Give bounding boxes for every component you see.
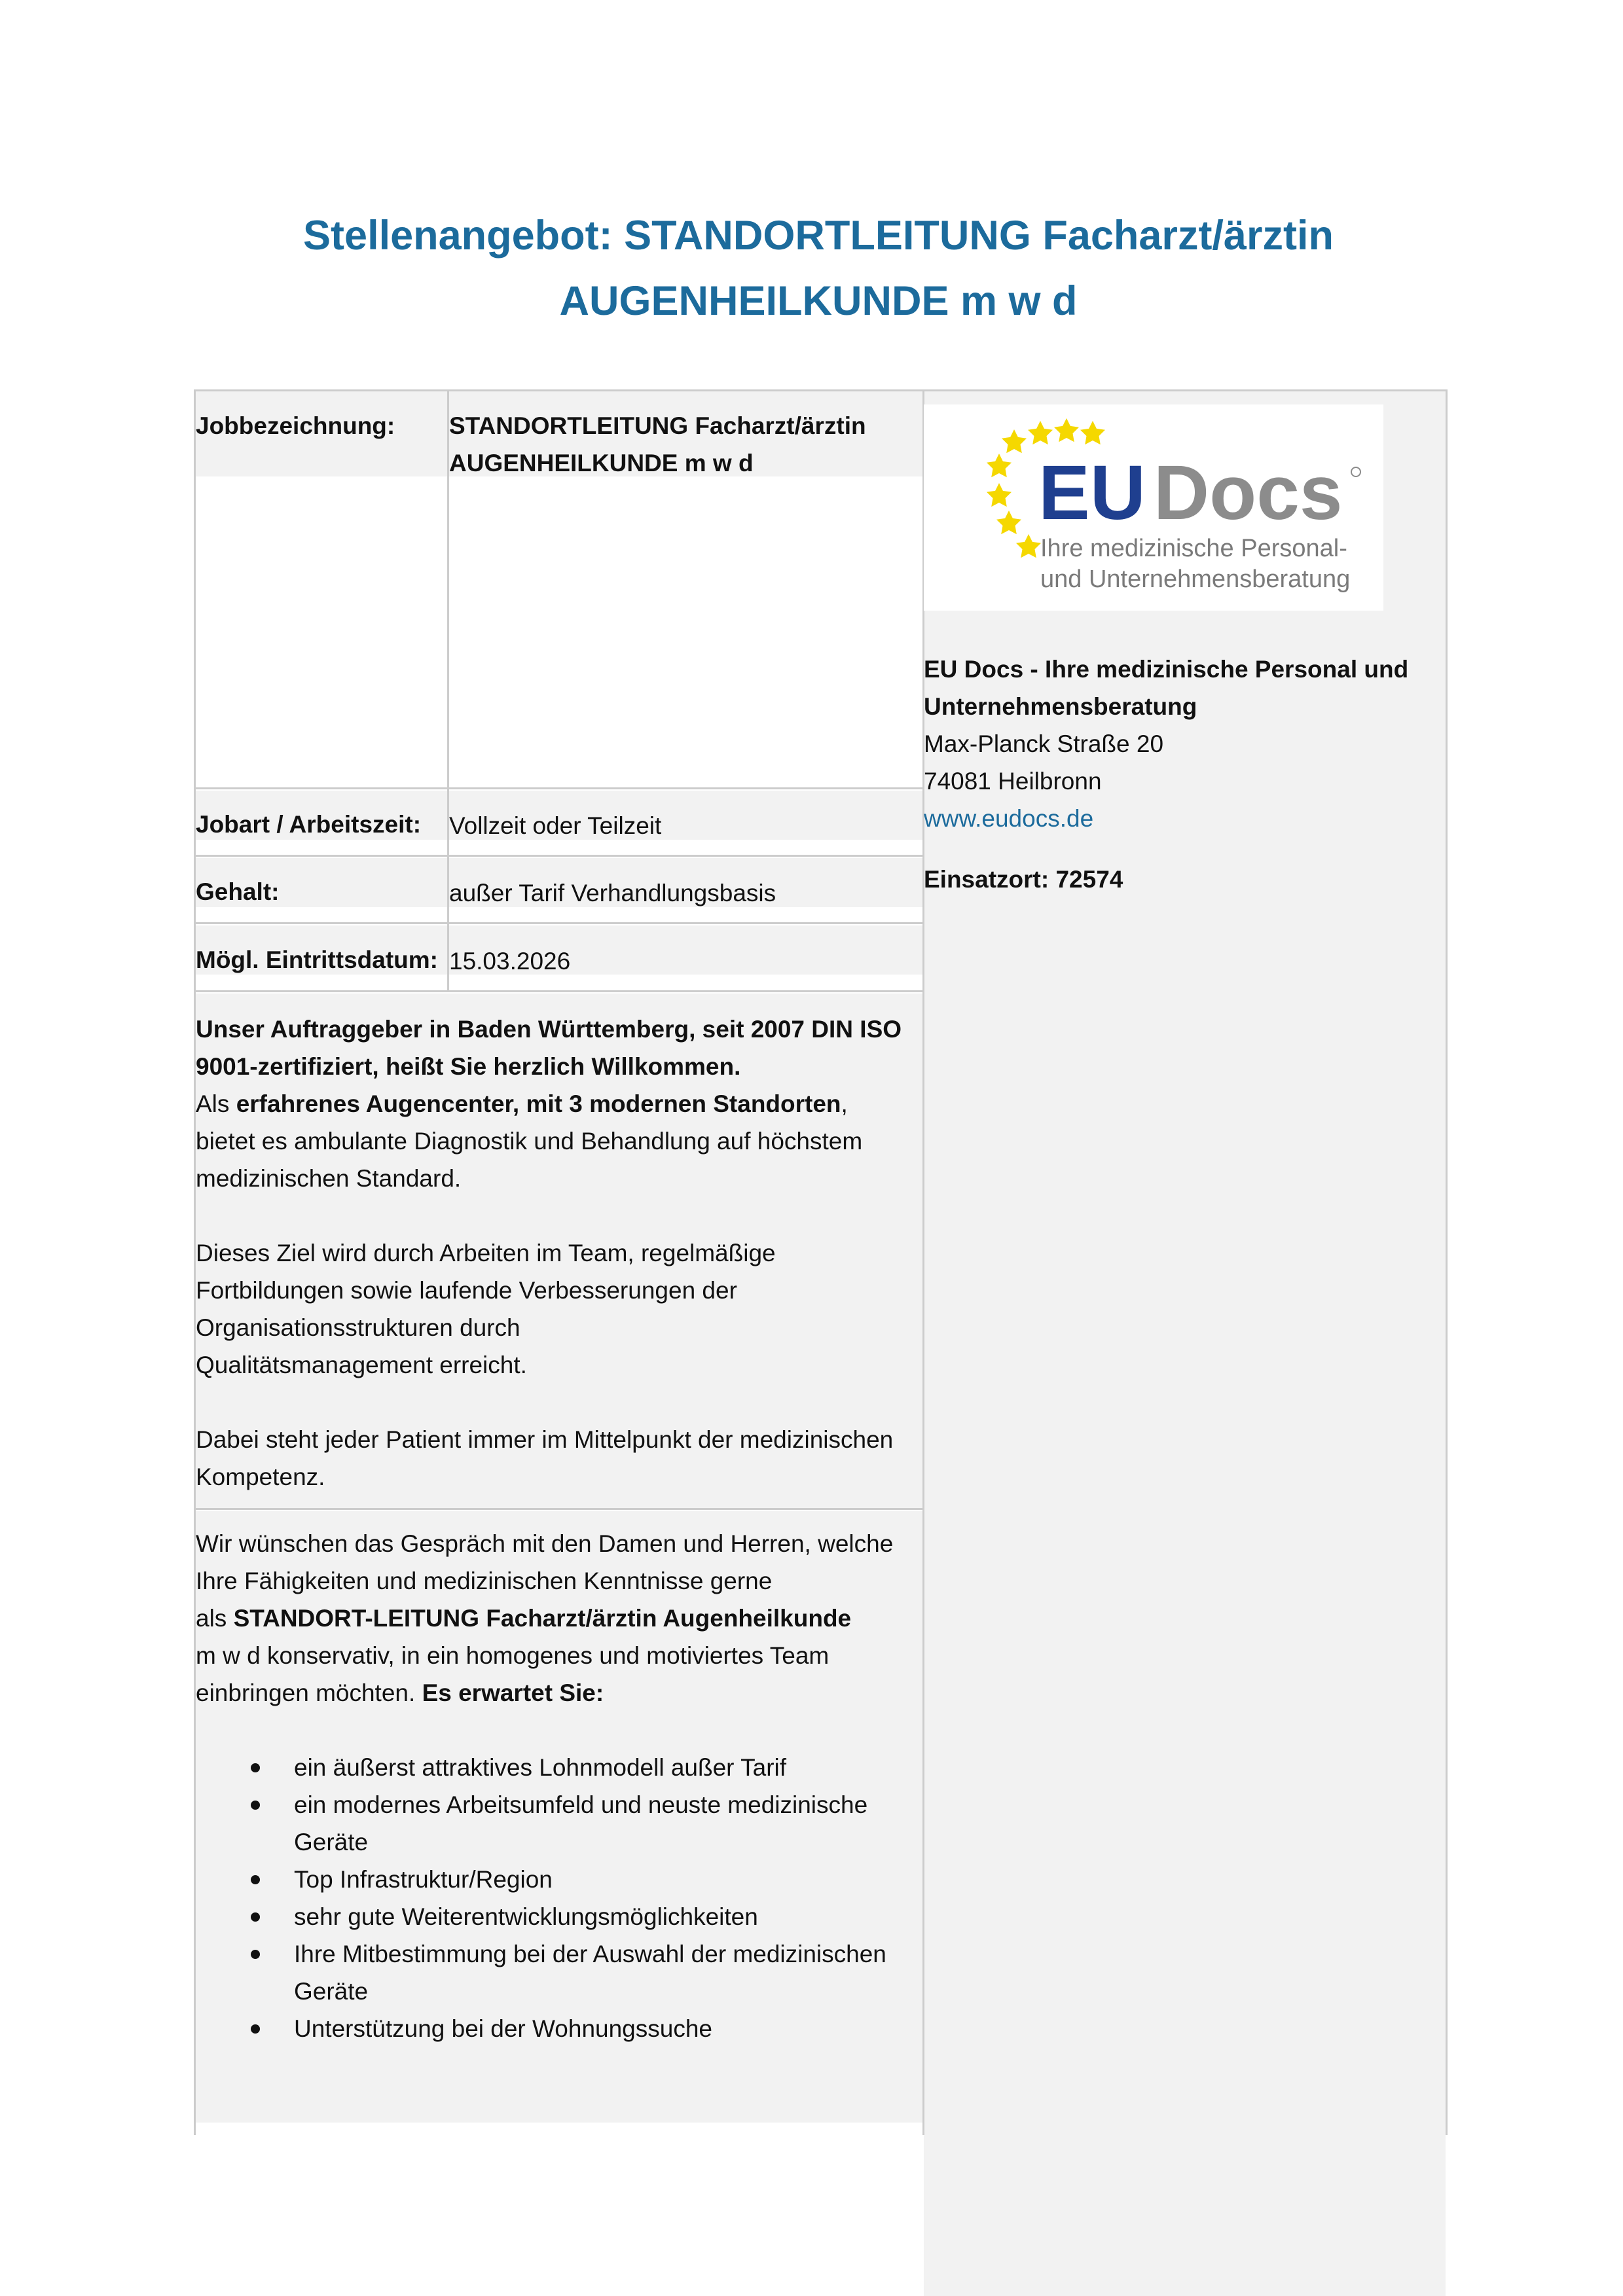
row-divider-3 xyxy=(194,922,923,924)
job-type-value: Vollzeit oder Teilzeit xyxy=(449,812,662,839)
benefits-list xyxy=(196,1749,919,2047)
offer-text xyxy=(196,1525,919,2047)
bullet-icon xyxy=(251,1875,260,1884)
bullet-icon xyxy=(251,1763,260,1772)
benefit-text-continued: Geräte xyxy=(294,1978,369,2005)
star-icon xyxy=(1016,534,1041,558)
logo-tagline-line-2: und Unternehmensberatung xyxy=(1040,565,1351,593)
offer-line-2: Ihre Fähigkeiten und medizinischen Kenntnisse gerne xyxy=(196,1568,773,1594)
star-icon xyxy=(1054,418,1079,442)
paragraph-spacer xyxy=(196,1197,919,1234)
intro-p1-line-2: bietet es ambulante Diagnostik und Behandlung auf höchstem xyxy=(196,1128,863,1155)
intro-text xyxy=(196,1011,919,1496)
intro-paragraph-3 xyxy=(196,1421,919,1496)
offer-expect-heading: Es erwartet Sie: xyxy=(422,1679,604,1706)
table-border-top xyxy=(194,389,1448,391)
star-icon xyxy=(987,483,1012,507)
offer-line-1: Wir wünschen das Gespräch mit den Damen und Herren, welche xyxy=(196,1530,894,1557)
star-icon xyxy=(1002,429,1027,453)
intro-p2-line-1: Dieses Ziel wird durch Arbeiten im Team, regelmäßige xyxy=(196,1240,776,1266)
list-item xyxy=(196,2010,919,2047)
row-divider-2 xyxy=(194,855,923,857)
job-title-value-line-1: STANDORTLEITUNG Facharzt/ärztin xyxy=(449,412,866,439)
star-icon xyxy=(987,454,1012,477)
benefit-text: ein modernes Arbeitsumfeld und neuste medizinische xyxy=(294,1791,868,1818)
intro-p2-line-4: Qualitätsmanagement erreicht. xyxy=(196,1352,527,1378)
paragraph-spacer xyxy=(924,837,1441,861)
company-website-link[interactable]: www.eudocs.de xyxy=(924,805,1094,832)
start-date-value: 15.03.2026 xyxy=(449,948,571,975)
intro-heading-line-2: 9001-zertifiziert, heißt Sie herzlich Willkommen. xyxy=(196,1053,741,1080)
bullet-icon xyxy=(251,2024,260,2034)
intro-p1-line-3: medizinischen Standard. xyxy=(196,1165,462,1192)
intro-p1-suffix: , xyxy=(841,1090,848,1117)
job-title-value-line-2: AUGENHEILKUNDE m w d xyxy=(449,450,754,476)
bullet-icon xyxy=(251,1950,260,1959)
benefit-text: sehr gute Weiterentwicklungsmöglichkeiten xyxy=(294,1903,758,1930)
paragraph-spacer xyxy=(196,1384,919,1421)
row-divider-5 xyxy=(194,1508,923,1510)
table-border-right xyxy=(1446,389,1448,2135)
star-icon xyxy=(996,511,1021,534)
star-icon xyxy=(1028,421,1053,444)
company-logo xyxy=(924,404,1383,611)
logo-graphic xyxy=(924,404,1383,611)
offer-line-4: m w d konservativ, in ein homogenes und motiviertes Team xyxy=(196,1642,830,1669)
offer-line-3-prefix: als xyxy=(196,1605,234,1632)
list-item xyxy=(196,1935,919,2010)
registered-mark xyxy=(1351,467,1360,476)
job-title-value xyxy=(449,407,866,482)
row-divider-1 xyxy=(194,787,923,789)
work-location: Einsatzort: 72574 xyxy=(924,866,1123,893)
title-line-1: Stellenangebot: STANDORTLEITUNG Facharzt/ärztin xyxy=(303,213,1334,259)
benefit-text: Unterstützung bei der Wohnungssuche xyxy=(294,2015,712,2042)
company-city: 74081 Heilbronn xyxy=(924,768,1102,795)
company-name-line-1: EU Docs - Ihre medizinische Personal und xyxy=(924,656,1409,683)
start-date-label: Mögl. Eintrittsdatum: xyxy=(196,946,438,973)
intro-paragraph-1 xyxy=(196,1085,919,1197)
offer-line-5-prefix: einbringen möchten. xyxy=(196,1679,422,1706)
bullet-icon xyxy=(251,1801,260,1810)
list-item xyxy=(196,1786,919,1861)
intro-p3-line-2: Kompetenz. xyxy=(196,1463,325,1490)
benefit-text: ein äußerst attraktives Lohnmodell außer Tarif xyxy=(294,1754,787,1781)
intro-paragraph-2 xyxy=(196,1234,919,1384)
page-title xyxy=(196,203,1440,334)
offer-paragraph xyxy=(196,1525,919,1712)
list-item xyxy=(196,1898,919,1935)
logo-brand-docs: Docs xyxy=(1153,450,1343,536)
company-info xyxy=(924,651,1441,898)
intro-heading xyxy=(196,1011,919,1085)
job-type-label: Jobart / Arbeitszeit: xyxy=(196,811,422,838)
salary-label: Gehalt: xyxy=(196,878,280,905)
paragraph-spacer xyxy=(196,1712,919,1749)
intro-p2-line-2: Fortbildungen sowie laufende Verbesserungen der xyxy=(196,1277,737,1304)
logo-brand-text xyxy=(1038,450,1342,536)
intro-p1-prefix: Als xyxy=(196,1090,236,1117)
company-street: Max-Planck Straße 20 xyxy=(924,730,1164,757)
row-divider-4 xyxy=(194,990,923,992)
intro-p3-line-1: Dabei steht jeder Patient immer im Mittelpunkt der medizinischen xyxy=(196,1426,894,1453)
benefit-text-continued: Geräte xyxy=(294,1829,369,1856)
job-title-label: Jobbezeichnung: xyxy=(196,412,395,439)
intro-p1-bold: erfahrenes Augencenter, mit 3 modernen Standorten xyxy=(236,1090,841,1117)
benefit-text: Ihre Mitbestimmung bei der Auswahl der medizinischen xyxy=(294,1941,886,1967)
offer-position-title: STANDORT-LEITUNG Facharzt/ärztin Augenheilkunde xyxy=(233,1605,852,1632)
logo-tagline-line-1: Ihre medizinische Personal- xyxy=(1040,535,1347,562)
star-icon xyxy=(1080,421,1105,444)
intro-p2-line-3: Organisationsstrukturen durch xyxy=(196,1314,520,1341)
salary-value: außer Tarif Verhandlungsbasis xyxy=(449,880,776,906)
intro-heading-line-1: Unser Auftraggeber in Baden Württemberg, seit 2007 DIN ISO xyxy=(196,1016,902,1043)
list-item xyxy=(196,1749,919,1786)
company-name-line-2: Unternehmensberatung xyxy=(924,693,1197,720)
logo-brand-eu: EU xyxy=(1038,450,1146,536)
list-item xyxy=(196,1861,919,1898)
bullet-icon xyxy=(251,1912,260,1922)
title-line-2: AUGENHEILKUNDE m w d xyxy=(559,278,1078,324)
benefit-text: Top Infrastruktur/Region xyxy=(294,1866,553,1893)
company-name xyxy=(924,651,1441,725)
